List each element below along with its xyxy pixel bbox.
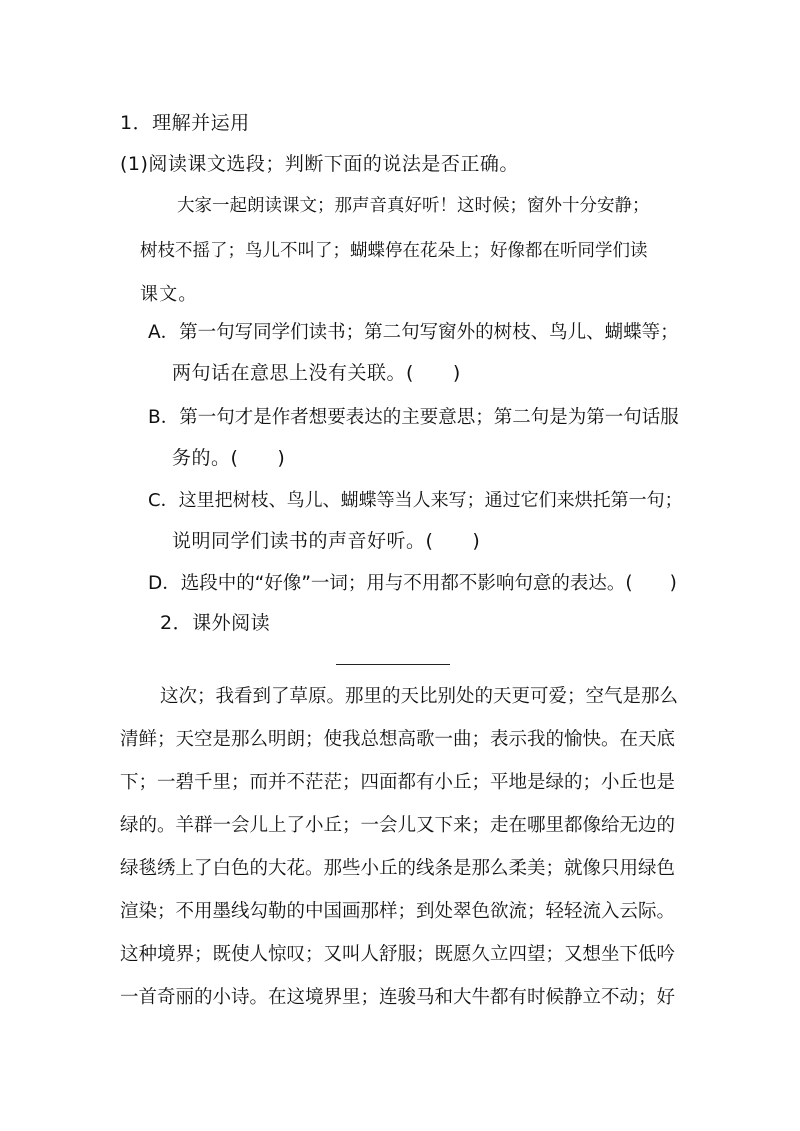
paragraph-line: 这次；我看到了草原。那里的天比别处的天更可爱；空气是那么 [160, 686, 679, 707]
passage-line: 课文。 [140, 284, 198, 305]
option-c-line1: C．这里把树枝、鸟儿、蝴蝶等当人来写；通过它们来烘托第一句； [148, 490, 683, 511]
option-b-line2: 务的。( ) [172, 447, 286, 469]
option-b-line1: B．第一句才是作者想要表达的主要意思；第二句是为第一句话服 [148, 407, 679, 428]
paragraph-line: 清鲜；天空是那么明朗；使我总想高歌一曲；表示我的愉快。在天底 [120, 729, 676, 750]
paragraph-line: 绿的。羊群一会儿上了小丘；一会儿又下来；走在哪里都像给无边的 [120, 815, 676, 836]
paragraph-line: 一首奇丽的小诗。在这境界里；连骏马和大牛都有时候静立不动；好 [120, 987, 676, 1008]
title-blank-line [336, 664, 450, 665]
paragraph-line: 下；一碧千里；而并不茫茫；四面都有小丘；平地是绿的；小丘也是 [120, 772, 676, 793]
paragraph-line: 这种境界；既使人惊叹；又叫人舒服；既愿久立四望；又想坐下低吟 [120, 944, 676, 965]
paragraph-line: 渲染；不用墨线勾勒的中国画那样；到处翠色欲流；轻轻流入云际。 [120, 901, 676, 922]
option-a-line1: A．第一句写同学们读书；第二句写窗外的树枝、鸟儿、蝴蝶等； [148, 322, 679, 343]
section1-heading: 1．理解并运用 [120, 112, 250, 134]
passage-line: 大家一起朗读课文；那声音真好听！这时候；窗外十分安静； [177, 196, 650, 216]
question-instruction: (1)阅读课文选段；判断下面的说法是否正确。 [120, 153, 519, 175]
option-c-line2: 说明同学们读书的声音好听。( ) [172, 530, 481, 552]
option-a-line2: 两句话在意思上没有关联。( ) [172, 362, 461, 384]
passage-line: 树枝不摇了；鸟儿不叫了；蝴蝶停在花朵上；好像都在听同学们读 [140, 241, 648, 261]
section2-heading: 2．课外阅读 [160, 612, 271, 634]
paragraph-line: 绿毯绣上了白色的大花。那些小丘的线条是那么柔美；就像只用绿色 [120, 858, 676, 879]
option-d-line1: D．选段中的“好像”一词；用与不用都不影响句意的表达。( ) [148, 573, 677, 594]
